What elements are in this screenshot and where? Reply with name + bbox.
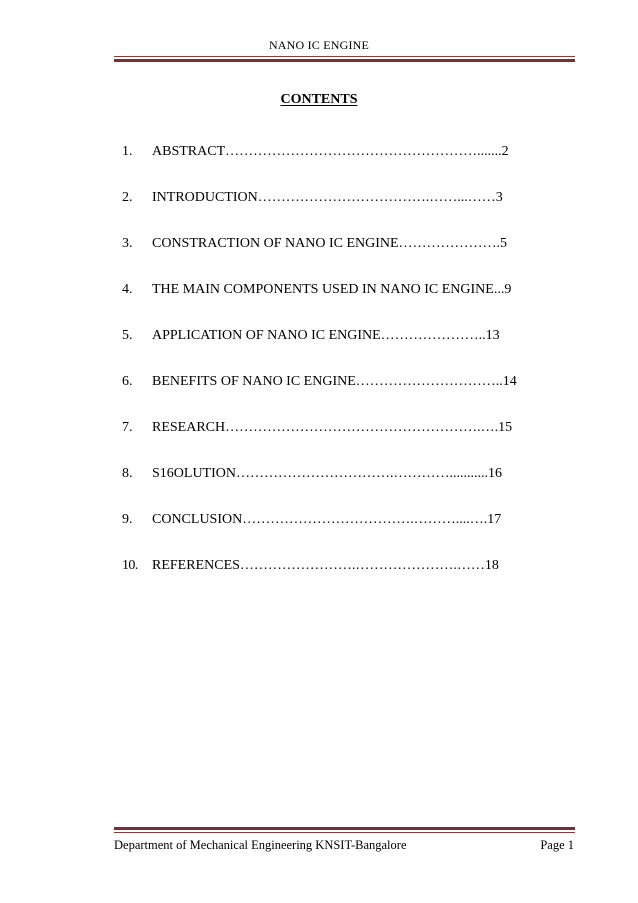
toc-item-number: 6.	[122, 374, 133, 389]
toc-item-number: 4.	[122, 282, 133, 297]
header-rule-thick	[114, 59, 575, 62]
header-title: NANO IC ENGINE	[268, 38, 370, 52]
toc-item-abstract	[122, 144, 562, 190]
footer-rule-thin	[114, 832, 575, 833]
toc-item-text: CONCLUSION……………………………….………....….17	[152, 512, 502, 527]
toc-item-text: ABSTRACT……………………………………………….......2	[152, 144, 509, 159]
contents-heading: CONTENTS	[280, 92, 358, 107]
toc-item-text: APPLICATION OF NANO IC ENGINE…………………..13	[152, 328, 500, 343]
toc-item-text: INTRODUCTION……………………………….……...……3	[152, 190, 503, 205]
toc-item-text: S16OLUTION…………………………….…………...........16	[152, 466, 502, 481]
toc-item-references	[122, 558, 562, 604]
toc-item-text: BENEFITS OF NANO IC ENGINE…………………………..14	[152, 374, 517, 389]
toc-item-number: 8.	[122, 466, 133, 481]
footer-page-number: Page 1	[540, 838, 574, 852]
toc-item-benefits	[122, 374, 562, 420]
toc-item-number: 10.	[122, 558, 138, 573]
toc-item-number: 7.	[122, 420, 133, 435]
toc-item-number: 9.	[122, 512, 133, 527]
toc-item-application	[122, 328, 562, 374]
toc-item-conclusion	[122, 512, 562, 558]
toc-item-number: 5.	[122, 328, 133, 343]
footer-rule-thick	[114, 827, 575, 830]
toc-item-text: RESEARCH……………………………………………….….15	[152, 420, 513, 435]
toc-item-text: REFERENCES…………………….………………….……18	[152, 558, 499, 573]
toc-item-text: CONSTRACTION OF NANO IC ENGINE………………….5	[152, 236, 508, 251]
toc-item-introduction	[122, 190, 562, 236]
toc-item-number: 2.	[122, 190, 133, 205]
toc-item-main-components	[122, 282, 562, 328]
header-rule-thin	[114, 56, 575, 57]
toc-item-constraction	[122, 236, 562, 282]
table-of-contents	[122, 144, 562, 604]
toc-item-research	[122, 420, 562, 466]
toc-item-number: 3.	[122, 236, 133, 251]
toc-item-number: 1.	[122, 144, 133, 159]
toc-item-solution	[122, 466, 562, 512]
footer-department: Department of Mechanical Engineering KNSIT-Bangalore	[114, 838, 407, 852]
toc-item-text: THE MAIN COMPONENTS USED IN NANO IC ENGINE...9	[152, 282, 512, 297]
